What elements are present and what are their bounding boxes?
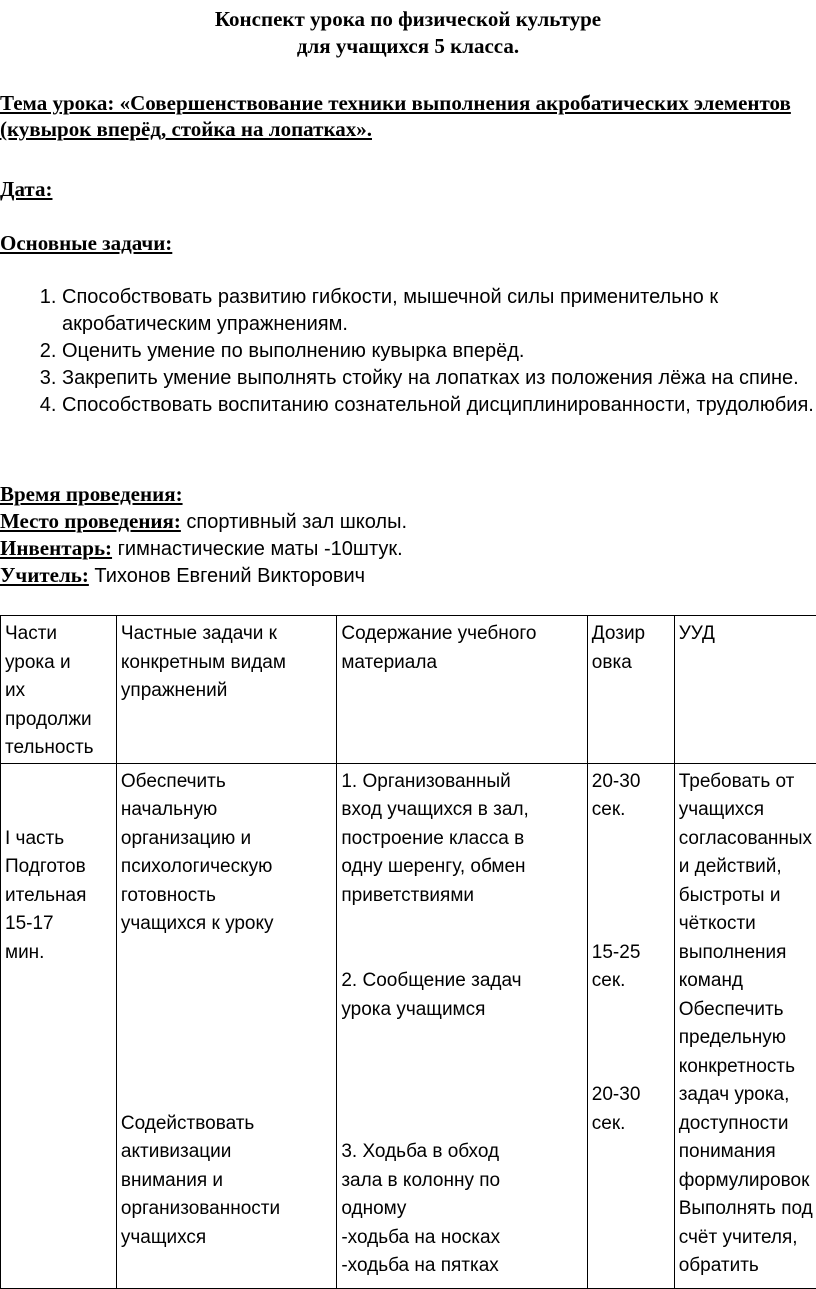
task-item: 4. Способствовать воспитанию сознательной дисциплинированности, трудолюбия. bbox=[62, 392, 816, 419]
task-item: 2. Оценить умение по выполнению кувырка вперёд. bbox=[62, 338, 816, 365]
header-cell-content: Содержание учебного материала bbox=[337, 616, 587, 764]
time-row bbox=[0, 481, 816, 508]
task-item: 1. Способствовать развитию гибкости, мышечной силы применительно к акробатическим упражнениям. bbox=[62, 284, 816, 338]
teacher-row bbox=[0, 562, 816, 590]
cell-part: I часть Подготов ительная 15-17 мин. bbox=[1, 763, 117, 1288]
date-label: Дата: bbox=[0, 176, 52, 202]
place-label: Место проведения: bbox=[0, 509, 181, 533]
tasks-list bbox=[0, 284, 816, 419]
cell-tasks: Обеспечить начальную организацию и психологическую готовность учащихся к уроку Содействовать активизации внимания и организованности учащихся bbox=[116, 763, 336, 1288]
header-cell-part: Части урока и их продолжи тельность bbox=[1, 616, 117, 764]
cell-content: 1. Организованный вход учащихся в зал, построение класса в одну шеренгу, обмен приветствиями 2. Сообщение задач урока учащимся 3. Ходьба в обход зала в колонну по одному -ходьба на носках -ходьба на пятках bbox=[337, 763, 587, 1288]
tasks-heading: Основные задачи: bbox=[0, 230, 172, 256]
teacher-value: Тихонов Евгений Викторович bbox=[89, 565, 365, 587]
equipment-label: Инвентарь: bbox=[0, 536, 112, 560]
cell-uud: Требовать от учащихся согласованных и действий, быстроты и чёткости выполнения команд Обеспечить предельную конкретность задач урока, доступности понимания формулировок Выполнять под счёт учителя, обратить bbox=[674, 763, 816, 1288]
table-row bbox=[1, 763, 816, 1288]
cell-dosage: 20-30 сек. 15-25 сек. 20-30 сек. bbox=[587, 763, 674, 1288]
header-cell-uud: УУД bbox=[674, 616, 816, 764]
doc-title-line2: для учащихся 5 класса. bbox=[0, 33, 816, 59]
equipment-value: гимнастические маты -10штук. bbox=[112, 538, 403, 560]
task-item: 3. Закрепить умение выполнять стойку на лопатках из положения лёжа на спине. bbox=[62, 365, 816, 392]
lesson-table bbox=[0, 615, 816, 1289]
lesson-topic: Тема урока: «Совершенствование техники выполнения акробатических элементов (кувырок вперёд, стойка на лопатках». bbox=[0, 90, 816, 142]
header-cell-dosage: Дозир овка bbox=[587, 616, 674, 764]
teacher-label: Учитель: bbox=[0, 563, 89, 587]
table-header-row bbox=[1, 616, 816, 764]
place-value: спортивный зал школы. bbox=[181, 511, 407, 533]
place-row bbox=[0, 508, 816, 536]
time-label: Время проведения: bbox=[0, 482, 183, 506]
doc-title-line1: Конспект урока по физической культуре bbox=[0, 6, 816, 32]
equipment-row bbox=[0, 535, 816, 563]
header-cell-tasks: Частные задачи к конкретным видам упражнений bbox=[116, 616, 336, 764]
